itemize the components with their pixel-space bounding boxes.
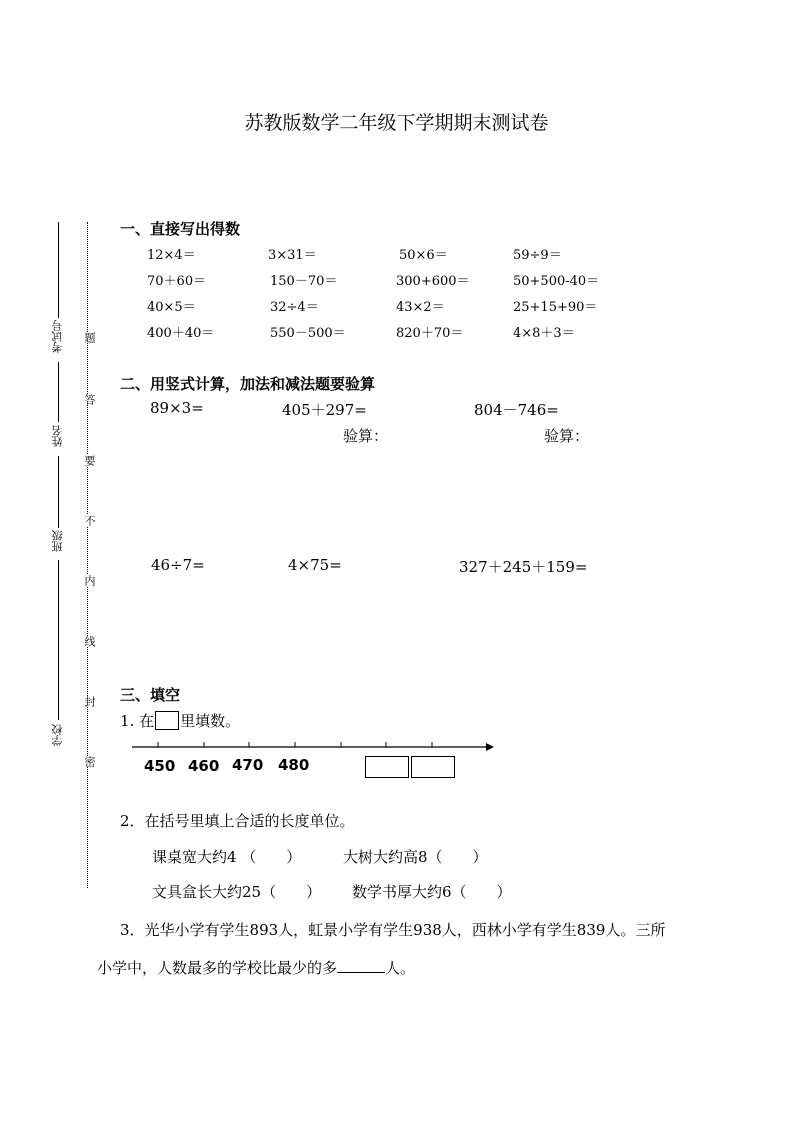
oral-problem: 40×5＝ bbox=[147, 300, 196, 315]
q1-text-before: 1. 在 bbox=[120, 712, 155, 730]
answer-box-sample bbox=[155, 711, 179, 730]
answer-box[interactable] bbox=[411, 756, 455, 778]
q2-stem: 2．在括号里填上合适的长度单位。 bbox=[120, 812, 355, 830]
section2-heading: 二、用竖式计算，加法和减法题要验算 bbox=[120, 375, 376, 393]
page-title: 苏教版数学二年级下学期期末测试卷 bbox=[244, 112, 549, 134]
seal-char: 题 bbox=[83, 332, 96, 343]
number-line bbox=[130, 738, 500, 754]
q3-text-after: 人。 bbox=[385, 959, 416, 977]
oral-problem: 25+15+90＝ bbox=[513, 300, 598, 315]
q3-line1: 3．光华小学有学生893人，虹景小学有学生938人，西林小学有学生839人。三所 bbox=[120, 921, 666, 939]
oral-problem: 43×2＝ bbox=[396, 300, 445, 315]
vertical-calc-problem: 327＋245＋159= bbox=[459, 558, 588, 576]
section1-heading: 一、直接写出得数 bbox=[120, 220, 241, 238]
q2-item: 数学书厚大约6（ ） bbox=[352, 883, 512, 901]
oral-problem: 400＋40＝ bbox=[147, 326, 215, 341]
seal-char: 内 bbox=[83, 575, 96, 586]
q1-stem bbox=[120, 710, 240, 731]
answer-box[interactable] bbox=[365, 756, 409, 778]
binding-line bbox=[58, 362, 59, 422]
arrow-head-icon bbox=[486, 743, 494, 751]
binding-line bbox=[58, 456, 59, 528]
binding-line bbox=[58, 560, 59, 720]
q3-text-before: 小学中，人数最多的学校比最少的多 bbox=[97, 959, 338, 977]
seal-char: 不 bbox=[83, 515, 96, 526]
vertical-calc-problem: 46÷7= bbox=[151, 556, 205, 574]
seal-char: 要 bbox=[83, 455, 96, 466]
oral-problem: 12×4＝ bbox=[147, 248, 196, 263]
check-label: 验算： bbox=[544, 427, 590, 445]
q3-line2 bbox=[97, 957, 415, 978]
oral-problem: 32÷4＝ bbox=[270, 300, 319, 315]
name-label: 姓名 bbox=[51, 425, 64, 447]
number-line-label: 480 bbox=[278, 756, 310, 774]
class-label: 班级 bbox=[51, 530, 64, 552]
number-line-label: 460 bbox=[188, 757, 220, 775]
section3-heading: 三、填空 bbox=[120, 686, 181, 704]
seal-char: 封 bbox=[83, 696, 96, 707]
number-line-label: 450 bbox=[144, 757, 176, 775]
number-line-label: 470 bbox=[232, 756, 264, 774]
vertical-calc-problem: 89×3= bbox=[150, 399, 204, 417]
seal-char: 线 bbox=[83, 636, 96, 647]
q2-item: 课桌宽大约4 （ ） bbox=[152, 848, 302, 866]
oral-problem: 300+600＝ bbox=[396, 274, 470, 289]
oral-problem: 550－500＝ bbox=[270, 326, 346, 341]
oral-problem: 150－70＝ bbox=[270, 274, 338, 289]
answer-blank[interactable] bbox=[337, 958, 385, 973]
oral-problem: 4×8＋3＝ bbox=[513, 326, 575, 341]
oral-problem: 50+500-40＝ bbox=[513, 274, 600, 289]
oral-problem: 70＋60＝ bbox=[147, 274, 207, 289]
vertical-calc-problem: 804－746= bbox=[474, 401, 559, 419]
binding-line bbox=[58, 222, 59, 318]
oral-problem: 50×6＝ bbox=[399, 248, 448, 263]
oral-problem: 59÷9＝ bbox=[513, 248, 562, 263]
school-label: 学校 bbox=[51, 724, 64, 746]
vertical-calc-problem: 4×75= bbox=[288, 556, 342, 574]
seal-char: 答 bbox=[83, 394, 96, 405]
check-label: 验算： bbox=[343, 427, 389, 445]
seal-char: 密 bbox=[83, 756, 96, 767]
vertical-calc-problem: 405＋297= bbox=[282, 401, 367, 419]
seal-dotted-line bbox=[87, 222, 88, 888]
q1-text-after: 里填数。 bbox=[180, 712, 241, 730]
q2-item: 大树大约高8（ ） bbox=[343, 848, 488, 866]
exam-number-label: 考试号 bbox=[51, 320, 64, 353]
oral-problem: 3×31＝ bbox=[268, 248, 317, 263]
oral-problem: 820＋70＝ bbox=[396, 326, 464, 341]
q2-item: 文具盒长大约25（ ） bbox=[152, 883, 322, 901]
